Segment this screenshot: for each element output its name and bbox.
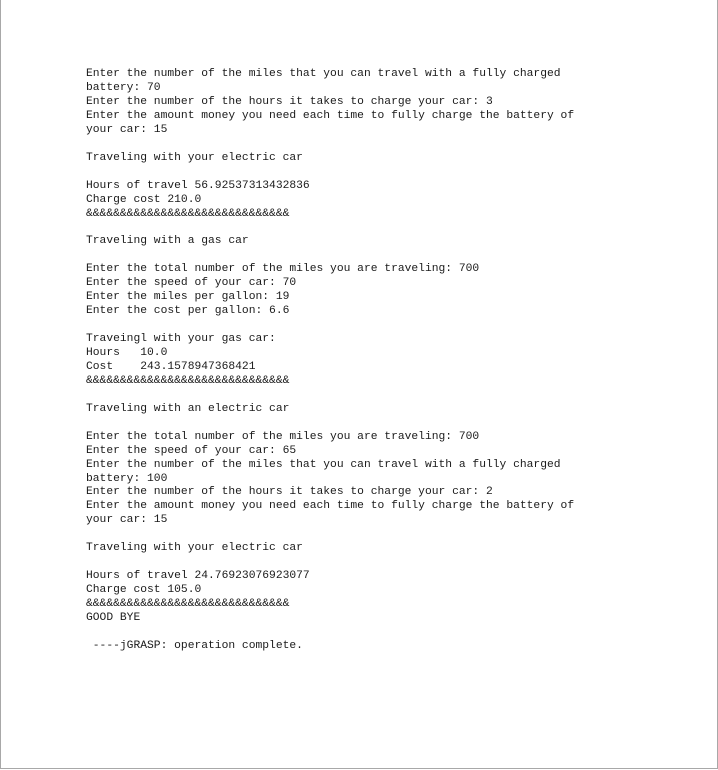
console-line: Cost 243.1578947368421 xyxy=(86,360,256,373)
console-line: Traveingl with your gas car: xyxy=(86,333,276,346)
console-line: your car: 15 xyxy=(86,123,168,136)
console-line: GOOD BYE xyxy=(86,612,141,625)
console-line: battery: 70 xyxy=(86,81,161,94)
console-line xyxy=(86,166,574,180)
console-line xyxy=(86,626,574,640)
console-line: Hours 10.0 xyxy=(86,346,168,359)
console-line: &&&&&&&&&&&&&&&&&&&&&&&&&&&&&& xyxy=(86,374,290,387)
console-line: &&&&&&&&&&&&&&&&&&&&&&&&&&&&&& xyxy=(86,207,290,220)
console-line xyxy=(86,417,574,431)
console-line: Enter the total number of the miles you are traveling: 700 xyxy=(86,263,480,276)
console-line: Traveling with your electric car xyxy=(86,151,303,164)
console-line: Enter the amount money you need each time to fully charge the battery of xyxy=(86,500,575,513)
console-line: Enter the cost per gallon: 6.6 xyxy=(86,305,290,318)
console-line: &&&&&&&&&&&&&&&&&&&&&&&&&&&&&& xyxy=(86,598,290,611)
console-line: Charge cost 210.0 xyxy=(86,193,202,206)
console-line: Enter the miles per gallon: 19 xyxy=(86,291,290,304)
console-line: Charge cost 105.0 xyxy=(86,584,202,597)
console-line: Enter the number of the miles that you can travel with a fully charged xyxy=(86,68,561,80)
console-line: Enter the speed of your car: 70 xyxy=(86,277,297,290)
console-line xyxy=(86,249,574,263)
console-line xyxy=(86,389,574,403)
console-line: Hours of travel 24.76923076923077 xyxy=(86,570,310,583)
console-line xyxy=(86,221,574,235)
console-line xyxy=(86,319,574,333)
console-line: Enter the amount money you need each time to fully charge the battery of xyxy=(86,109,575,122)
console-line: ----jGRASP: operation complete. xyxy=(86,639,303,652)
console-line: Enter the number of the hours it takes to charge your car: 3 xyxy=(86,95,493,108)
console-line: Traveling with an electric car xyxy=(86,402,290,415)
console-line: Enter the total number of the miles you are traveling: 700 xyxy=(86,430,480,443)
console-line: Enter the speed of your car: 65 xyxy=(86,444,297,457)
console-line: Traveling with a gas car xyxy=(86,235,249,248)
console-line xyxy=(86,556,574,570)
console-line: your car: 15 xyxy=(86,514,168,527)
console-line: Enter the number of the hours it takes to charge your car: 2 xyxy=(86,486,493,499)
console-line xyxy=(86,138,574,152)
console-output[interactable] xyxy=(86,68,574,654)
console-line: Traveling with your electric car xyxy=(86,542,303,555)
console-line: Enter the number of the miles that you can travel with a fully charged xyxy=(86,458,561,471)
console-line xyxy=(86,528,574,542)
console-line: Hours of travel 56.92537313432836 xyxy=(86,179,310,192)
console-line: battery: 100 xyxy=(86,472,168,485)
